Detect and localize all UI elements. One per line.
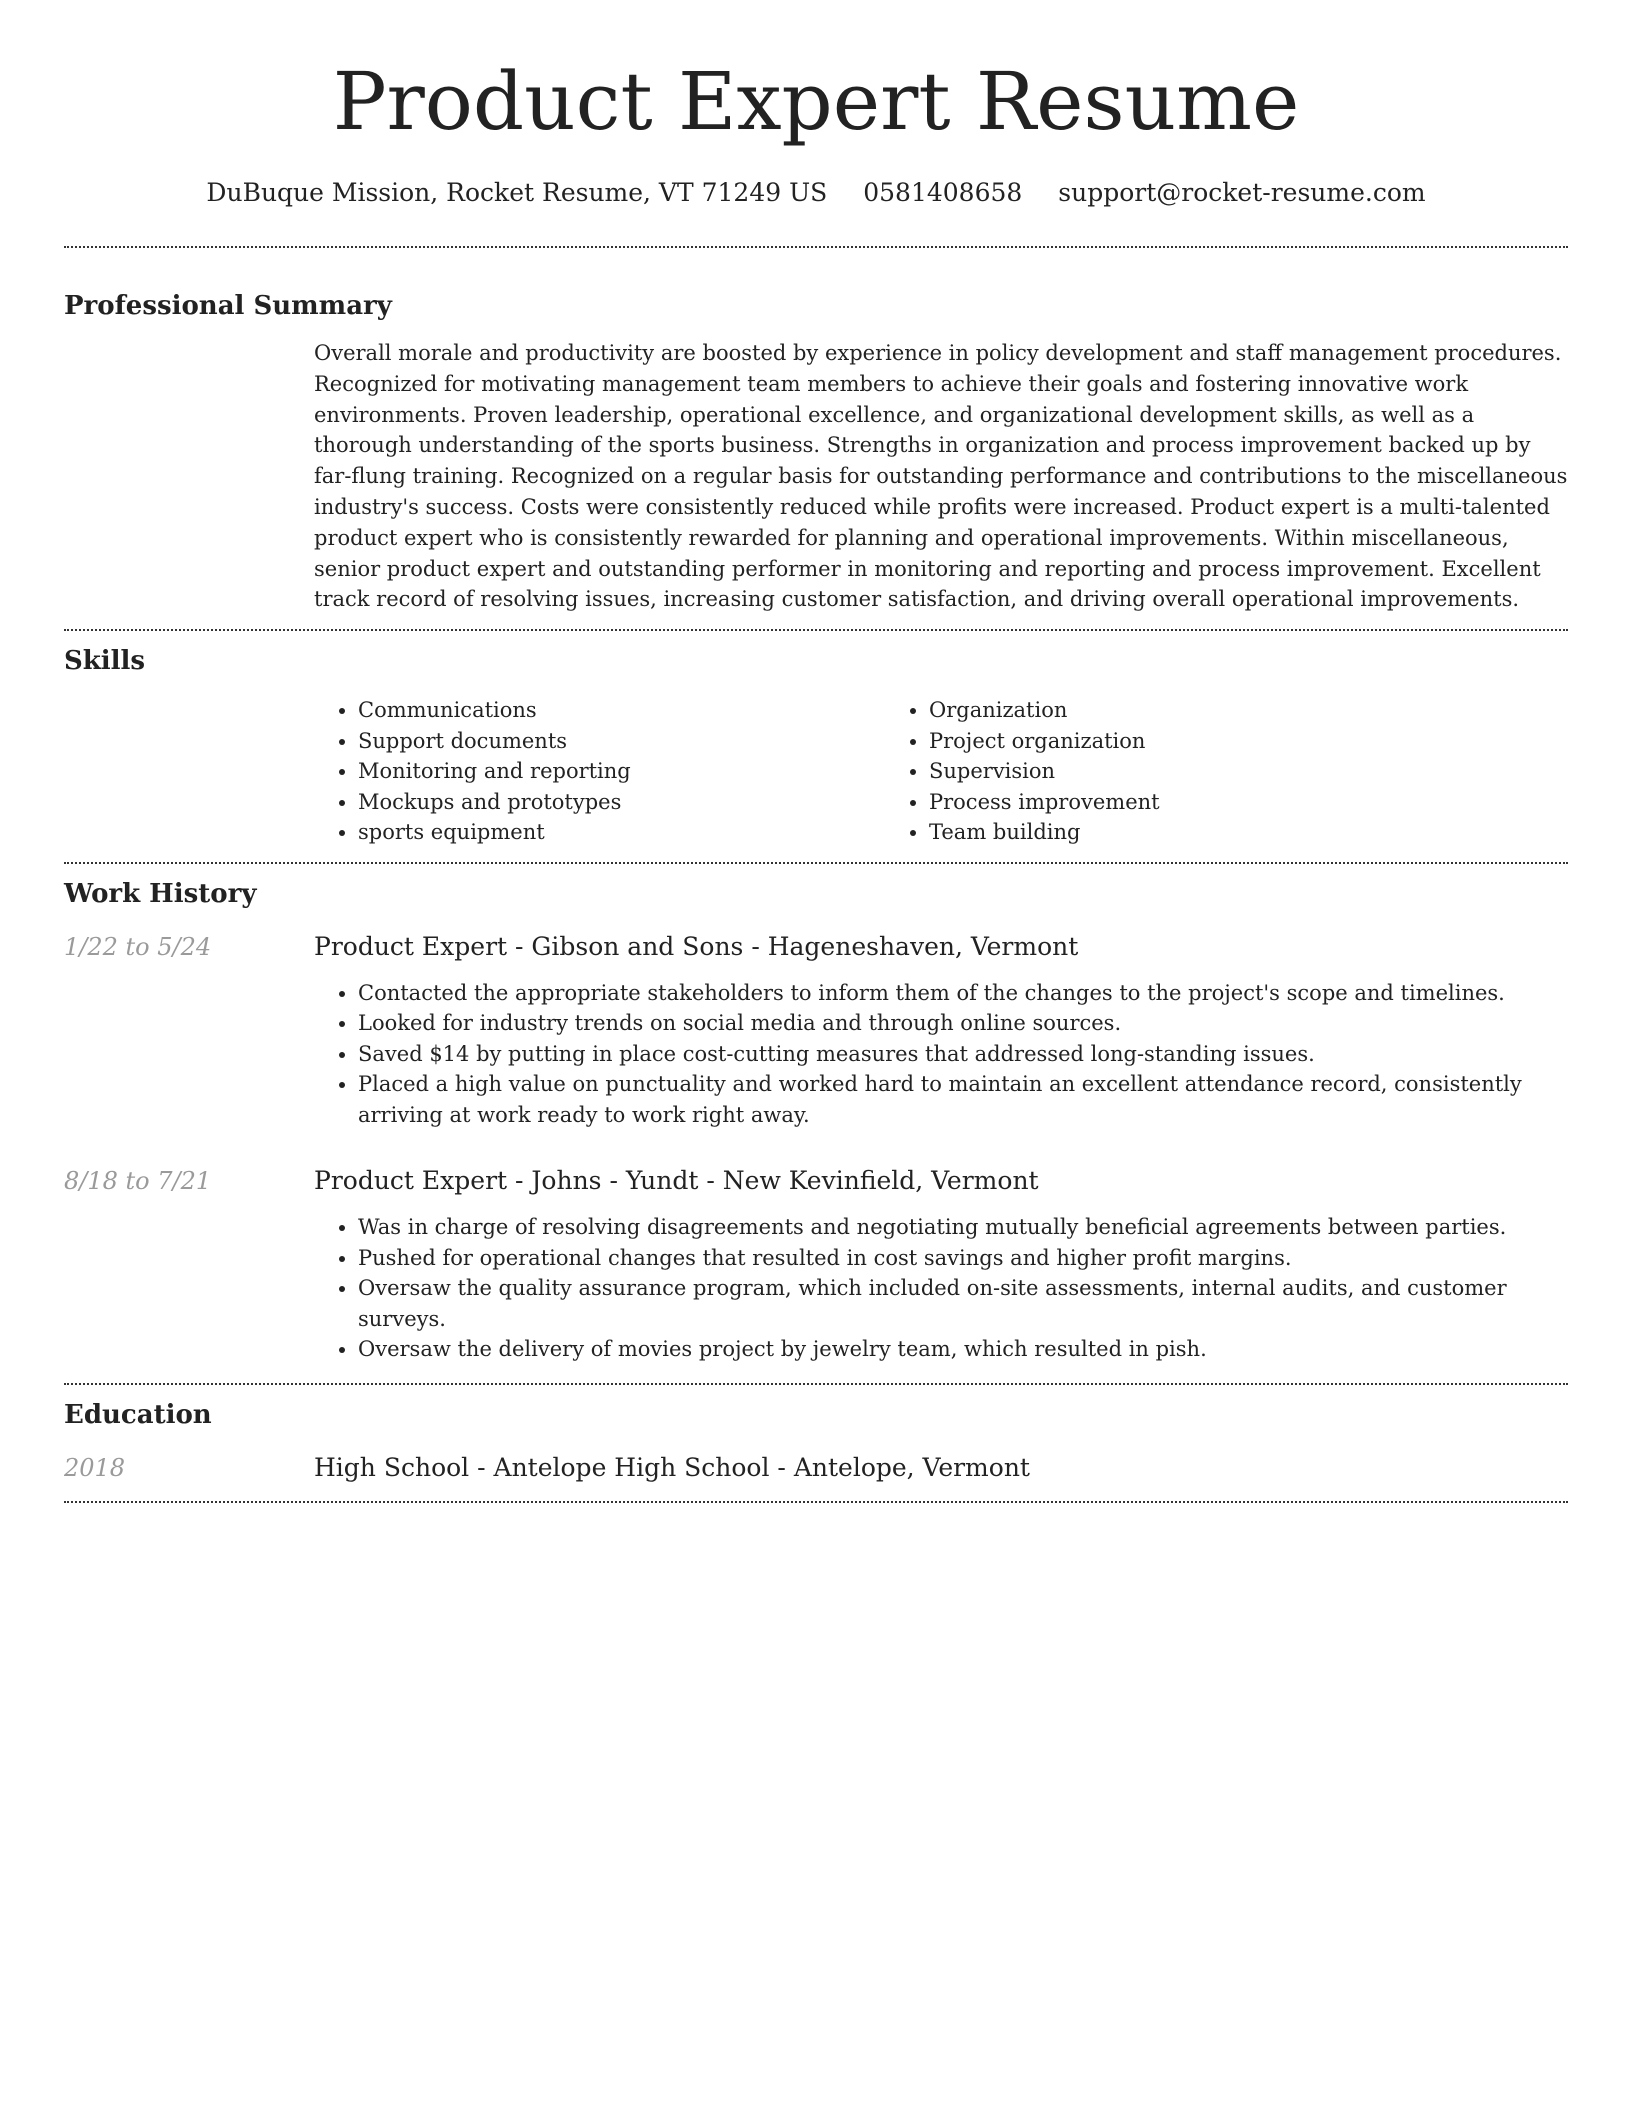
education-detail: High School - Antelope High School - Antelope, Vermont bbox=[314, 1452, 1030, 1482]
divider bbox=[64, 246, 1568, 248]
summary-heading: Professional Summary bbox=[64, 291, 392, 321]
skills-column-left bbox=[314, 695, 885, 848]
skills-column-right bbox=[885, 695, 1456, 848]
skills-heading: Skills bbox=[64, 646, 146, 677]
job-dates: 1/22 to 5/24 bbox=[64, 932, 212, 961]
job-title: Product Expert - Johns - Yundt - New Kevinfield, Vermont bbox=[314, 1166, 1039, 1196]
job-bullet: • Saved $14 by putting in place cost-cutting measures that addressed long-standing issues. bbox=[358, 1039, 1568, 1070]
contact-address: DuBuque Mission, Rocket Resume, VT 71249 US bbox=[206, 178, 828, 207]
divider bbox=[64, 862, 1568, 864]
divider bbox=[64, 1383, 1568, 1385]
divider bbox=[64, 629, 1568, 631]
education-year: 2018 bbox=[64, 1453, 126, 1482]
summary-text: Overall morale and productivity are boosted by experience in policy development and staff management procedures. Recognized for motivating management team members to achieve their goals and fostering innovative work environments. Proven leadership, operational excellence, and organizational development skills, as well as a thorough understanding of the sports business. Strengths in organization and process improvement backed up by far-flung training. Recognized on a regular basis for outstanding performance and contributions to the miscellaneous industry's success. Costs were consistently reduced while profits were increased. Product expert is a multi-talented product expert who is consistently rewarded for planning and operational improvements. Within miscellaneous, senior product expert and outstanding performer in monitoring and reporting and process improvement. Excellent track record of resolving issues, increasing customer satisfaction, and driving overall operational improvements. bbox=[314, 341, 1568, 612]
contact-line bbox=[64, 176, 1568, 210]
education-section bbox=[64, 1397, 1568, 1485]
skills-list bbox=[314, 695, 1568, 848]
skill-item: • Communications bbox=[358, 695, 885, 726]
job-bullet: • Oversaw the quality assurance program, which included on-site assessments, internal audits, and customer surveys. bbox=[358, 1273, 1568, 1334]
skill-item: • Project organization bbox=[929, 726, 1456, 757]
work-history-heading: Work History bbox=[64, 878, 257, 909]
skill-item: • Monitoring and reporting bbox=[358, 756, 885, 787]
job-dates: 8/18 to 7/21 bbox=[64, 1167, 212, 1196]
skill-item: • Organization bbox=[929, 695, 1456, 726]
job-bullet: • Looked for industry trends on social media and through online sources. bbox=[358, 1008, 1568, 1039]
job-title: Product Expert - Gibson and Sons - Hageneshaven, Vermont bbox=[314, 931, 1079, 961]
skill-item: • Mockups and prototypes bbox=[358, 787, 885, 818]
skill-item: • sports equipment bbox=[358, 817, 885, 848]
divider bbox=[64, 1501, 1568, 1503]
contact-email: support@rocket-resume.com bbox=[1058, 178, 1426, 207]
skills-section bbox=[64, 643, 1568, 862]
contact-phone: 0581408658 bbox=[863, 178, 1023, 207]
skill-item: • Team building bbox=[929, 817, 1456, 848]
job-bullets bbox=[314, 1212, 1568, 1365]
skill-item: • Supervision bbox=[929, 756, 1456, 787]
work-history-section bbox=[64, 876, 1568, 1365]
summary-section bbox=[64, 288, 1568, 629]
skill-item: • Support documents bbox=[358, 726, 885, 757]
skill-item: • Process improvement bbox=[929, 787, 1456, 818]
job-bullet: • Pushed for operational changes that resulted in cost savings and higher profit margins. bbox=[358, 1243, 1568, 1274]
job-bullet: • Placed a high value on punctuality and worked hard to maintain an excellent attendance record, consistently arriving at work ready to work right away. bbox=[358, 1069, 1568, 1130]
job-bullet: • Contacted the appropriate stakeholders to inform them of the changes to the project's scope and timelines. bbox=[358, 978, 1568, 1009]
education-entry bbox=[64, 1451, 1568, 1485]
job-entry bbox=[64, 1164, 1568, 1365]
job-bullet: • Was in charge of resolving disagreements and negotiating mutually beneficial agreements between parties. bbox=[358, 1212, 1568, 1243]
education-heading: Education bbox=[64, 1399, 212, 1430]
job-bullet: • Oversaw the delivery of movies project by jewelry team, which resulted in pish. bbox=[358, 1334, 1568, 1365]
resume-title: Product Expert Resume bbox=[332, 55, 1300, 148]
job-bullets bbox=[314, 978, 1568, 1131]
job-entry bbox=[64, 930, 1568, 1131]
